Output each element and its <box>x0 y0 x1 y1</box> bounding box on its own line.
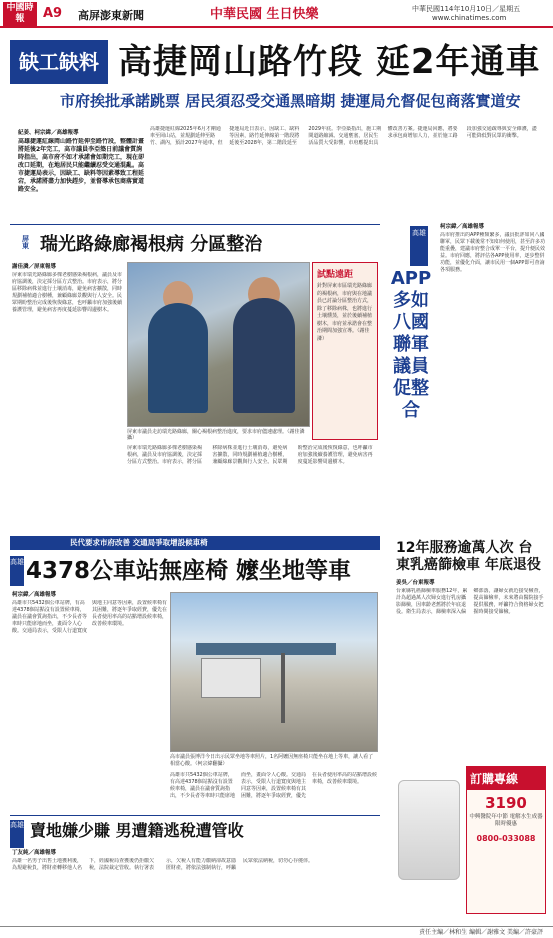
story4-headline: 12年服務逾萬人次 台東乳癌篩檢車 年底退役 <box>396 540 541 573</box>
app-story-byline: 柯宗緯／高雄報導 <box>440 224 485 230</box>
story2-tag: 屏東 <box>22 235 29 250</box>
page-number: A9 <box>43 6 63 21</box>
story2-text-block <box>12 262 124 532</box>
divider <box>10 815 380 816</box>
app-story-headline: APP多如八國聯軍 議員促整合 <box>390 268 432 421</box>
story3-body: 高雄市共5432個公車站牌，有高達4378個站點沒有設置候車椅，議員在議會質詢指出，不少長者等車時只能席地而坐，畫面令人心酸。交通局表示，受限人行道寬度與地主同意等因素，設置候車椅有其困難，將逐年爭取經費，優先在長者使用率高的站點增設候車椅，改善候車環境。 <box>12 600 167 634</box>
story3-photo-caption: 高市議員張博洋今日出示民眾坐地等車照片，1名阿嬤因無座椅只能坐在地上等車，讓人看了相當心酸。（柯宗緯翻攝） <box>170 754 374 767</box>
story5-tag: 高雄 <box>10 820 24 848</box>
story5-body: 高雄一名男子出售土地獲利後，為規避稅負，將財產轉移他人名下，經國稅局查獲後仍拒繳欠稅，法院裁定管收。執行署表示，欠稅人有能力繳納卻故意隱匿財產，將依法強制執行，呼籲民眾依法納稅，切勿心存僥倖。 <box>12 858 314 871</box>
ad-price: 3190 <box>485 794 527 812</box>
story3-banner: 民代要求市府改善 交通局爭取增設候車椅 <box>10 536 380 550</box>
story3-photo <box>170 592 378 752</box>
page-section-title: 高屏澎東新聞 <box>78 9 144 22</box>
top-story-lead-block <box>18 128 146 223</box>
ad-text: 中興醫院年中節 電解水生成器 限時優惠 <box>469 814 543 827</box>
story2-body: 屏東市瑞光路綠廊多棵老樹感染褐根病，議員及市府協調後，決定採分區方式整治。市府表示，將分區移除病株並進行土壤消毒，避免病害擴散，同時規劃補植適合樹種，兼顧綠廊景觀與行人安全。民眾期盼整治完成後恢復綠意，也呼籲市府加強後續養護管理，避免病害再度蔓延影響周邊樹木。 <box>12 272 123 313</box>
top-story-headline: 高捷岡山路竹段 延2年通車 <box>118 42 541 82</box>
story5-text-block <box>12 848 392 924</box>
ad-header: 訂購專線 <box>467 767 545 790</box>
story3-text-block <box>12 590 167 812</box>
story2-photo-caption: 屏東市議員走訪瑞光路綠廊，關心褐根病整治進度，要求市府儘速處理。（謝佳潾攝） <box>127 429 305 441</box>
top-story-body: 高雄捷運紅線2025年6月才剛通車至岡山站，並規劃延伸至路竹、湖內，預計2027年通車，但捷運局近日表示，因缺工、缺料等因素，路竹延伸線第一階段將延後至2028年，第二階段延至2029年底。李亞築指出，施工期間道路縮減、交通壅塞，居民生活品質大受影響，市府應提出具體改善方案。捷運局回應，將要求承包商增加人力，並於施工路段加強交通疏導與安全維護，盡可能降低對民眾的衝擊。 <box>150 126 537 146</box>
sidebox-body: 針對屏東市區瑞光路綠廊的褐根病，市府與在地議員已討論分區整治方式，除了移除病株，也將進行土壤燻蒸，並於後續補植樹木，市府並承諾會在整治期間加強宣導。（謝佳潾） <box>317 283 373 342</box>
ad-phone[interactable]: 0800-033088 <box>476 834 536 843</box>
app-story-tag: 高雄 <box>410 226 428 266</box>
page-footer: 責任主編／林和生 編輯／謝雅文 美編／許豪評 <box>0 926 553 938</box>
anniversary-banner: 中華民國 生日快樂 <box>210 7 319 22</box>
dateline: 中華民國114年10月10日／星期五 <box>412 5 521 13</box>
sidebox-title: 試點遠距 <box>317 270 354 280</box>
newspaper-logo: 中國時報 <box>3 2 37 26</box>
story2-headline: 瑞光路綠廊褐根病 分區整治 <box>40 234 263 255</box>
story4-byline: 姜吳／台東報導 <box>396 580 435 586</box>
story5-headline: 賣地嫌少賺 男遭籍逃稅遭管收 <box>30 821 244 840</box>
story3-headline: 4378公車站無座椅 嬤坐地等車 <box>26 558 352 584</box>
story3-body-continued: 高雄市共5432個公車站牌，有高達4378個站點沒有設置候車椅，議員在議會質詢指出，不少長者等車時只能席地而坐，畫面令人心酸。交通局表示，受限人行道寬度與地主同意等因素，設置候車椅有其困難，將逐年爭取經費，優先在長者使用率高的站點增設候車椅，改善候車環境。 <box>170 772 378 799</box>
story4-text-block <box>396 578 546 764</box>
story2-byline: 謝佳潾／屏東報導 <box>12 264 57 270</box>
top-story-subhead: 市府挨批承諾跳票 居民須忍受交通黑暗期 捷運局允督促包商落實道安 <box>60 92 521 110</box>
ad-product-image <box>398 780 460 880</box>
app-story-body: 高市府推出的APP種類繁多，議員批評如同八國聯軍，民眾下載後常不知如何使用，甚至許多功能重疊，建議市府整合成單一平台，提升便民效益。市府回應，將評估各APP使用率，逐步整併功能，並優化介面，讓市民用一個APP即可查詢各項服務。 <box>440 232 546 273</box>
top-story-byline: 紀姜、柯宗緯／高雄報導 <box>18 130 79 136</box>
divider <box>10 224 380 225</box>
story3-tag: 高雄 <box>10 556 24 586</box>
top-story-kicker: 缺工缺料 <box>10 40 108 84</box>
masthead <box>0 0 553 28</box>
app-story-text-block <box>440 222 546 532</box>
website-url[interactable]: www.chinatimes.com <box>432 14 507 22</box>
advertisement[interactable] <box>466 766 546 914</box>
story3-byline: 柯宗緯／高雄報導 <box>12 592 57 598</box>
story5-byline: 丁友純／高雄報導 <box>12 850 57 856</box>
story4-body: 台東縣乳癌篩檢車服務12年，累計為超過萬人次婦女進行乳房攝影篩檢，因車齡老舊將於年底退役。衛生局表示，篩檢車深入偏鄉部落，讓婦女就近接受檢查，提高篩檢率，未來將由醫院接手提供服務，呼籲符合資格婦女把握時間接受篩檢。 <box>396 588 544 615</box>
story2-body-continued: 屏東市瑞光路綠廊多棵老樹感染褐根病，議員及市府協調後，決定採分區方式整治。市府表示，將分區移除病株並進行土壤消毒，避免病害擴散，同時規劃補植適合樹種，兼顧綠廊景觀與行人安全。民眾期盼整治完成後恢復綠意，也呼籲市府加強後續養護管理，避免病害再度蔓延影響周邊樹木。 <box>127 445 373 465</box>
story2-photo <box>127 262 310 427</box>
story2-sidebox <box>312 262 378 440</box>
top-story-lead: 高雄捷運紅線岡山路竹延伸至路竹段，整體計畫將延後2年完工，高市議員李亞築日前議會質詢時指出，高市府不如才承諾會如期完工，現在卻改口延期，在地居民只能繼續忍受交通混亂。高市捷運局表示，因缺工、缺料等因素導致工程延宕，承諾將盡力加快趕步，並督導承包商落實道路安全。 <box>18 138 145 193</box>
